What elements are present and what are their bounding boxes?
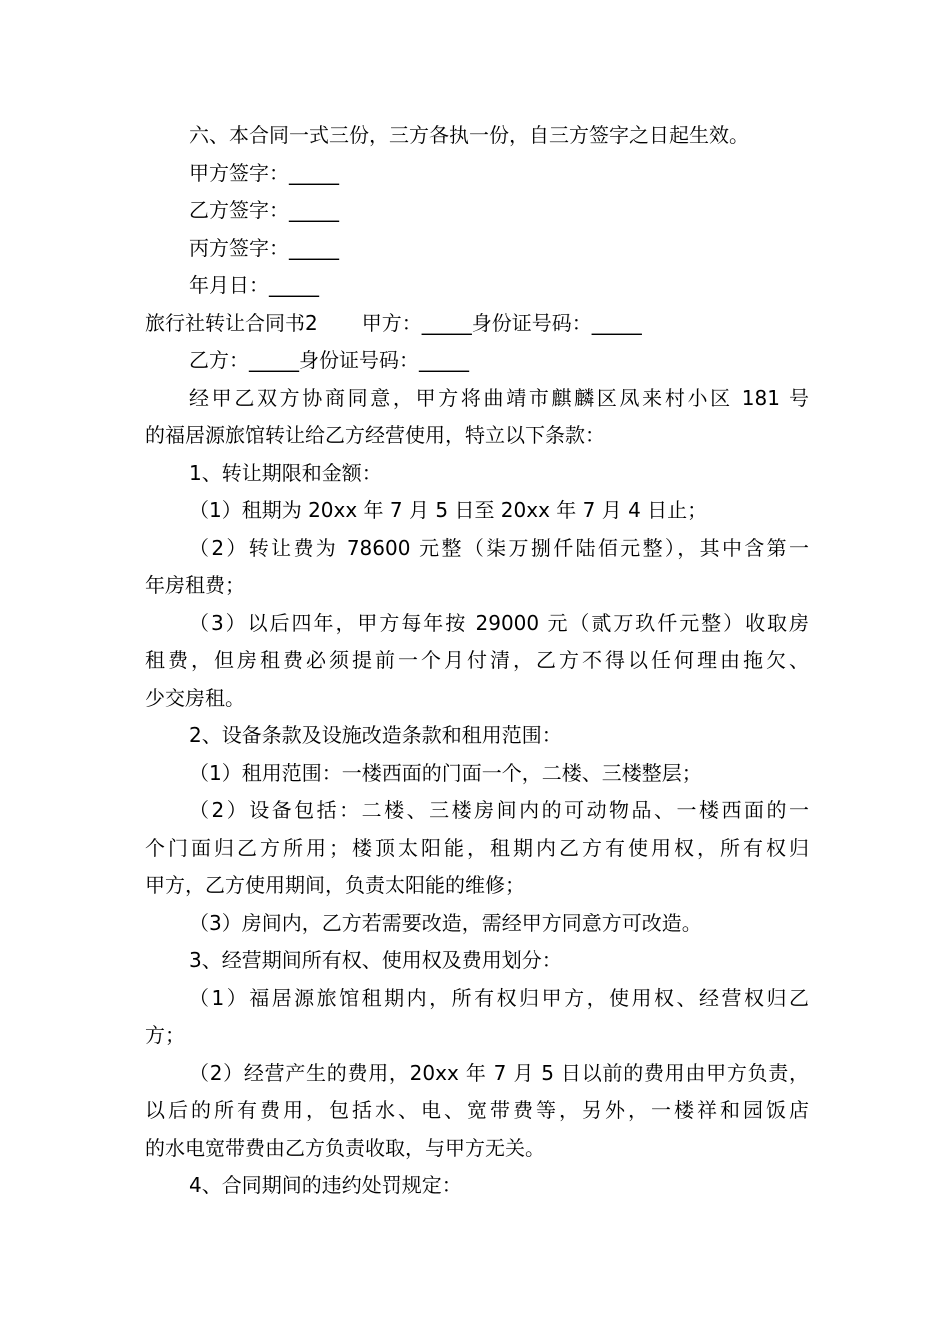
contract-title: 旅行社转让合同书2 xyxy=(145,310,318,335)
preamble-paragraph-line: 的福居源旅馆转让给乙方经营使用，特立以下条款： xyxy=(145,423,605,447)
clause-six-effectiveness: 六、本合同一式三份，三方各执一份，自三方签字之日起生效。 xyxy=(189,123,749,147)
clause-item-continuation: 年房租费； xyxy=(145,573,245,597)
preamble-paragraph-line: 经甲乙双方协商同意，甲方将曲靖市麒麟区凤来村小区 181 号 xyxy=(189,385,809,410)
clause-item: （3）以后四年，甲方每年按 29000 元（贰万玖仟元整）收取房 xyxy=(189,610,809,635)
clause-item: （1）租用范围：一楼西面的门面一个，二楼、三楼整层； xyxy=(189,760,702,785)
clause-item: （1）福居源旅馆租期内，所有权归甲方，使用权、经营权归乙 xyxy=(189,985,809,1010)
party-a-id-line: 甲方：_____身份证号码：_____ xyxy=(361,310,642,335)
section-heading: 3、经营期间所有权、使用权及费用划分： xyxy=(189,948,562,972)
clause-item-continuation: 以后的所有费用，包括水、电、宽带费等，另外，一楼祥和园饭店 xyxy=(145,1098,809,1122)
clause-item: （2）经营产生的费用，20xx 年 7 月 5 日以前的费用由甲方负责， xyxy=(189,1060,809,1085)
clause-item: （3）房间内，乙方若需要改造，需经甲方同意方可改造。 xyxy=(189,910,702,935)
clause-item: （2）转让费为 78600 元整（柒万捌仟陆佰元整），其中含第一 xyxy=(189,535,809,560)
party-b-id-line: 乙方：_____身份证号码：_____ xyxy=(189,348,469,372)
section-heading: 1、转让期限和金额： xyxy=(189,460,382,485)
date-line: 年月日：_____ xyxy=(189,273,319,297)
document-body xyxy=(145,117,809,1205)
party-b-signature-line: 乙方签字：_____ xyxy=(189,198,339,222)
clause-item: （2）设备包括：二楼、三楼房间内的可动物品、一楼西面的一 xyxy=(189,798,809,822)
party-c-signature-line: 丙方签字：_____ xyxy=(189,235,339,260)
clause-item-continuation: 个门面归乙方所用；楼顶太阳能，租期内乙方有使用权，所有权归 xyxy=(145,835,809,860)
clause-item-continuation: 的水电宽带费由乙方负责收取，与甲方无关。 xyxy=(145,1135,545,1160)
clause-item: （1）租期为 20xx 年 7 月 5 日至 20xx 年 7 月 4 日止； xyxy=(189,498,708,522)
contract-title-row xyxy=(145,305,809,343)
clause-item-continuation: 少交房租。 xyxy=(145,685,245,710)
party-a-signature-line: 甲方签字：_____ xyxy=(189,160,339,185)
section-heading: 2、设备条款及设施改造条款和租用范围： xyxy=(189,723,562,747)
clause-item-continuation: 租费，但房租费必须提前一个月付清，乙方不得以任何理由拖欠、 xyxy=(145,648,809,672)
clause-item-continuation: 甲方，乙方使用期间，负责太阳能的维修； xyxy=(145,873,525,897)
clause-item-continuation: 方； xyxy=(145,1023,185,1047)
section-heading: 4、合同期间的违约处罚规定： xyxy=(189,1173,462,1197)
